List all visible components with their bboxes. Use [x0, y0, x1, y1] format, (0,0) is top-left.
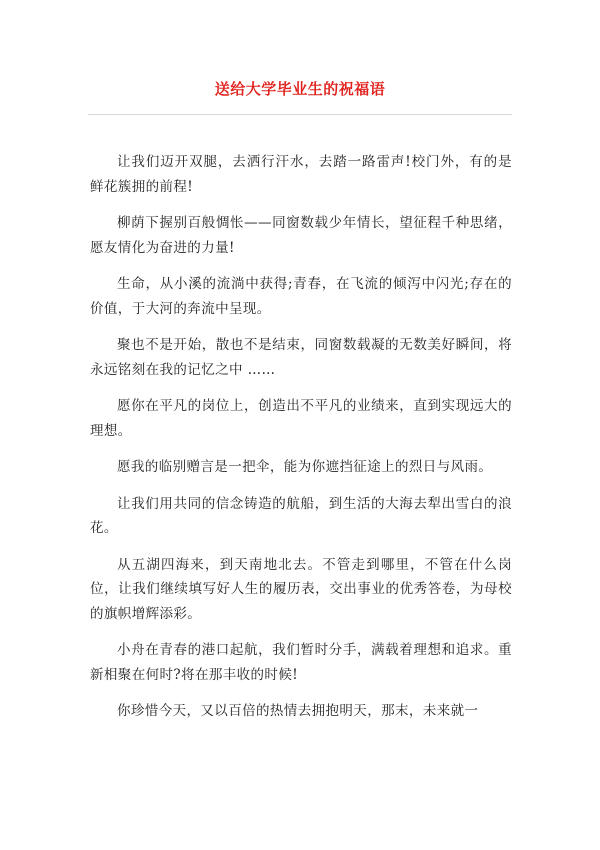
paragraph: 你珍惜今天，又以百倍的热情去拥抱明天，那末，未来就一 — [117, 703, 479, 719]
document-body — [90, 150, 512, 736]
paragraph: 聚也不是开始，散也不是结束，同窗数载凝的无数美好瞬间，将永远铭刻在我的记忆之中 …… — [90, 337, 512, 378]
paragraph: 从五湖四海来，到天南地北去。不管走到哪里，不管在什么岗位，让我们继续填写好人生的履历表，交出事业的优秀答卷，为母校的旗帜增辉添彩。 — [90, 556, 512, 622]
paragraph: 柳荫下握别百般惆怅——同窗数载少年情长，望征程千种思绪，愿友情化为奋进的力量! — [90, 215, 512, 256]
paragraph: 生命，从小溪的流淌中获得;青春，在飞流的倾泻中闪光;存在的价值，于大河的奔流中呈现。 — [90, 276, 512, 317]
paragraph: 愿我的临别赠言是一把伞，能为你遮挡征途上的烈日与风雨。 — [117, 459, 493, 475]
document-title: 送给大学毕业生的祝福语 — [214, 80, 386, 98]
paragraph: 让我们用共同的信念铸造的航船，到生活的大海去犁出雪白的浪花。 — [90, 495, 512, 536]
title-divider — [88, 114, 512, 115]
paragraph: 小舟在青春的港口起航，我们暂时分手，满载着理想和追求。重新相聚在何时?将在那丰收的时候! — [90, 642, 512, 683]
paragraph: 愿你在平凡的岗位上，创造出不平凡的业绩来，直到实现远大的理想。 — [90, 398, 512, 439]
paragraph: 让我们迈开双腿，去洒行汗水，去踏一路雷声!校门外，有的是鲜花簇拥的前程! — [90, 154, 512, 195]
